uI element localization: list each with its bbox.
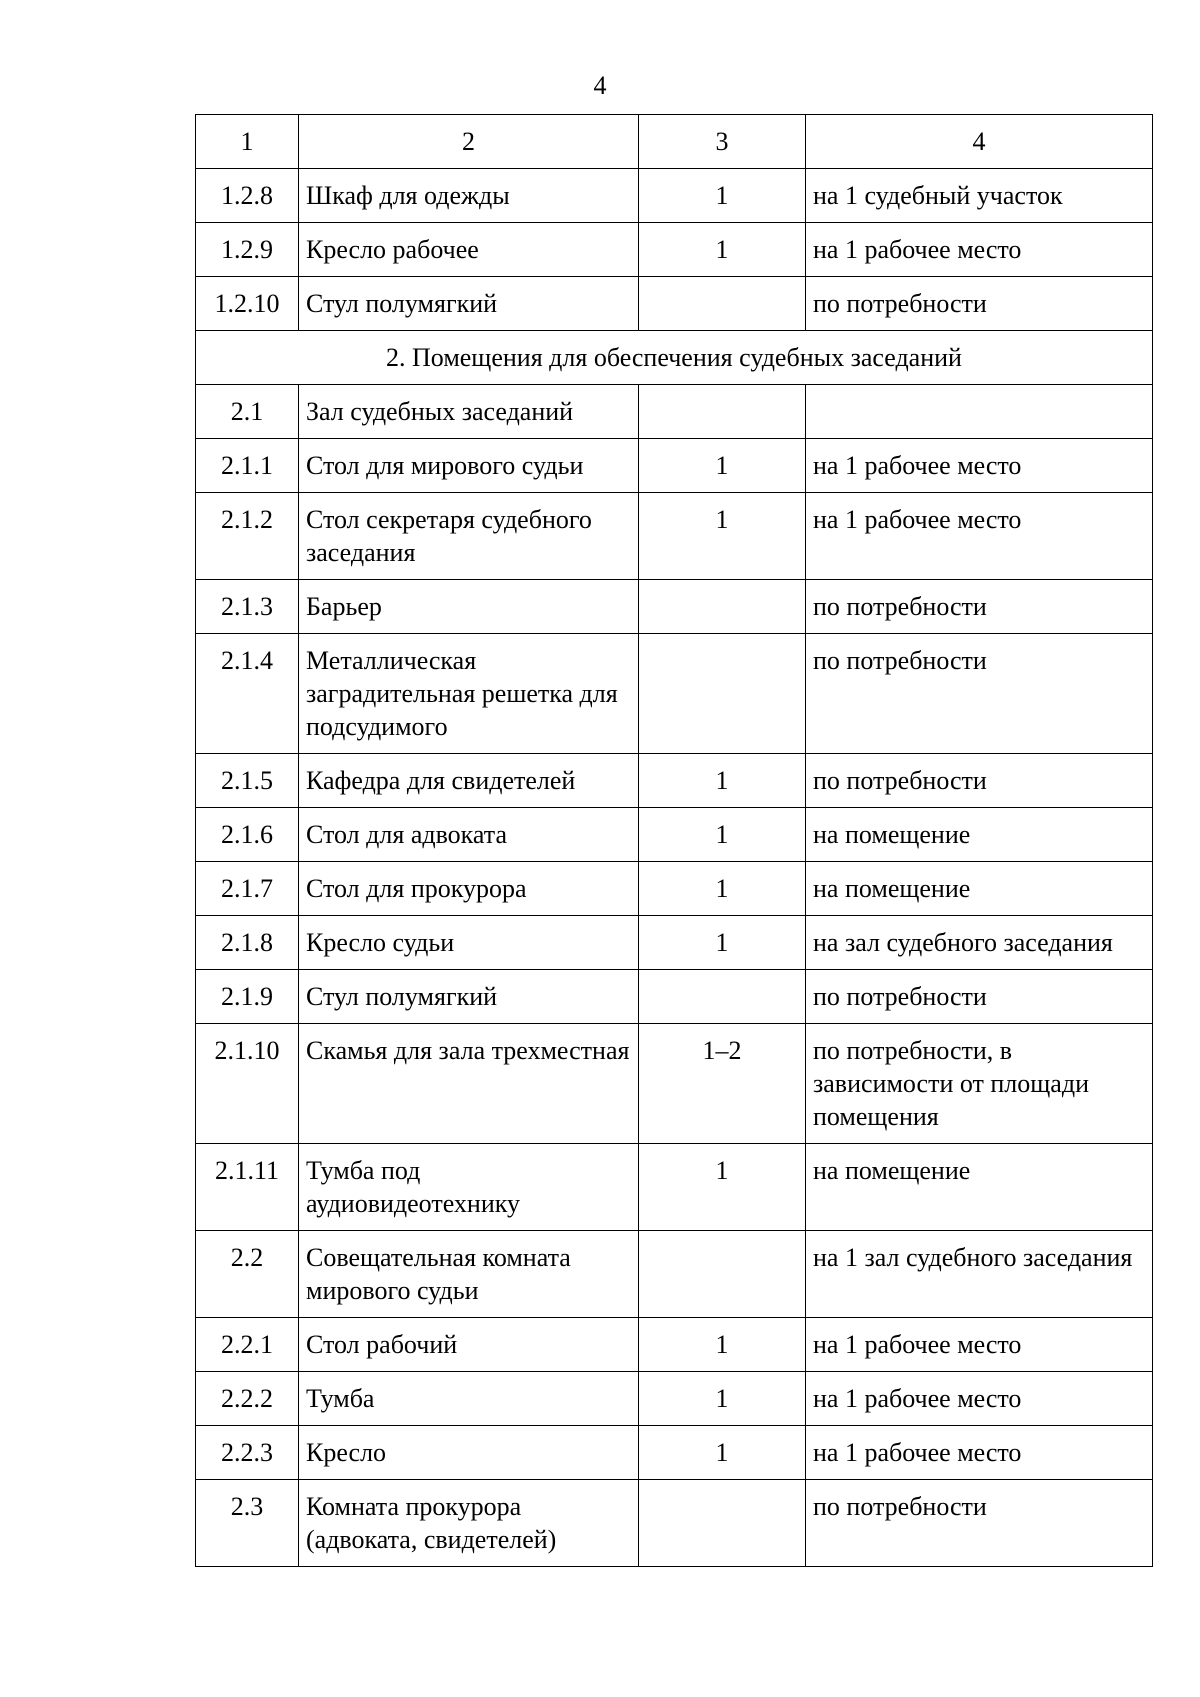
item-quantity: 1: [639, 754, 806, 808]
item-name: Металлическая заградительная решетка для подсудимого: [299, 634, 639, 754]
item-number: 2.1.4: [196, 634, 299, 754]
item-quantity: [639, 277, 806, 331]
item-norm: на помещение: [806, 862, 1153, 916]
item-quantity: 1: [639, 439, 806, 493]
table-row: [196, 439, 1153, 493]
table-row: [196, 1426, 1153, 1480]
section-heading: 2. Помещения для обеспечения судебных заседаний: [196, 331, 1153, 385]
item-norm: по потребности: [806, 634, 1153, 754]
table-row: [196, 277, 1153, 331]
item-norm: на помещение: [806, 1144, 1153, 1231]
item-norm: на 1 рабочее место: [806, 1426, 1153, 1480]
item-number: 2.1.5: [196, 754, 299, 808]
table-row: [196, 1144, 1153, 1231]
item-quantity: 1: [639, 1144, 806, 1231]
item-norm: по потребности: [806, 754, 1153, 808]
header-col-1: 1: [196, 115, 299, 169]
item-norm: на 1 зал судебного заседания: [806, 1231, 1153, 1318]
table-row: [196, 754, 1153, 808]
item-norm: на 1 рабочее место: [806, 1372, 1153, 1426]
table-row: [196, 634, 1153, 754]
item-number: 2.1.3: [196, 580, 299, 634]
item-number: 2.2.1: [196, 1318, 299, 1372]
table-row: [196, 223, 1153, 277]
item-name: Кресло: [299, 1426, 639, 1480]
item-quantity: 1: [639, 1426, 806, 1480]
item-name: Стол для адвоката: [299, 808, 639, 862]
item-quantity: 1: [639, 862, 806, 916]
furniture-norms-table: [195, 114, 1153, 1567]
item-number: 2.1.9: [196, 970, 299, 1024]
item-name: Кресло судьи: [299, 916, 639, 970]
item-quantity: 1: [639, 808, 806, 862]
item-number: 1.2.9: [196, 223, 299, 277]
table-row: [196, 916, 1153, 970]
item-number: 2.2.2: [196, 1372, 299, 1426]
page-number: 4: [593, 71, 607, 100]
item-norm: на 1 рабочее место: [806, 493, 1153, 580]
item-name: Барьер: [299, 580, 639, 634]
header-col-3: 3: [639, 115, 806, 169]
section-heading-row: [196, 331, 1153, 385]
item-norm: на 1 рабочее место: [806, 439, 1153, 493]
table-row: [196, 169, 1153, 223]
header-col-4: 4: [806, 115, 1153, 169]
item-quantity: [639, 1480, 806, 1567]
item-number: 2.2.3: [196, 1426, 299, 1480]
item-norm: на 1 рабочее место: [806, 223, 1153, 277]
item-name: Зал судебных заседаний: [299, 385, 639, 439]
item-number: 1.2.8: [196, 169, 299, 223]
table-header-row: [196, 115, 1153, 169]
item-number: 2.1.10: [196, 1024, 299, 1144]
item-norm: на помещение: [806, 808, 1153, 862]
item-name: Совещательная комната мирового судьи: [299, 1231, 639, 1318]
item-quantity: 1: [639, 916, 806, 970]
item-norm: на 1 судебный участок: [806, 169, 1153, 223]
item-norm: по потребности: [806, 277, 1153, 331]
item-number: 2.3: [196, 1480, 299, 1567]
table-row: [196, 1231, 1153, 1318]
table-row: [196, 970, 1153, 1024]
item-quantity: 1: [639, 493, 806, 580]
item-norm: на 1 рабочее место: [806, 1318, 1153, 1372]
table-row: [196, 862, 1153, 916]
item-norm: по потребности: [806, 1480, 1153, 1567]
item-name: Стол для мирового судьи: [299, 439, 639, 493]
table-row: [196, 808, 1153, 862]
item-number: 2.1.1: [196, 439, 299, 493]
item-quantity: 1: [639, 1372, 806, 1426]
item-quantity: [639, 385, 806, 439]
item-norm: по потребности: [806, 580, 1153, 634]
item-number: 2.1.11: [196, 1144, 299, 1231]
item-name: Кресло рабочее: [299, 223, 639, 277]
item-name: Стул полумягкий: [299, 970, 639, 1024]
item-norm: на зал судебного заседания: [806, 916, 1153, 970]
table-row: [196, 1480, 1153, 1567]
item-norm: по потребности: [806, 970, 1153, 1024]
table-row: [196, 1024, 1153, 1144]
table-row: [196, 385, 1153, 439]
item-name: Стол рабочий: [299, 1318, 639, 1372]
item-quantity: 1–2: [639, 1024, 806, 1144]
item-quantity: [639, 1231, 806, 1318]
table-row: [196, 1372, 1153, 1426]
item-name: Тумба под аудиовидеотехнику: [299, 1144, 639, 1231]
table-row: [196, 493, 1153, 580]
item-norm: [806, 385, 1153, 439]
item-name: Тумба: [299, 1372, 639, 1426]
item-quantity: [639, 634, 806, 754]
item-quantity: [639, 970, 806, 1024]
item-name: Скамья для зала трехместная: [299, 1024, 639, 1144]
item-quantity: 1: [639, 223, 806, 277]
item-name: Стол для прокурора: [299, 862, 639, 916]
table-row: [196, 1318, 1153, 1372]
item-name: Комната прокурора (адвоката, свидетелей): [299, 1480, 639, 1567]
item-number: 2.1.7: [196, 862, 299, 916]
item-name: Стул полумягкий: [299, 277, 639, 331]
item-name: Шкаф для одежды: [299, 169, 639, 223]
item-number: 1.2.10: [196, 277, 299, 331]
table-row: [196, 580, 1153, 634]
item-number: 2.1.8: [196, 916, 299, 970]
item-quantity: 1: [639, 169, 806, 223]
item-name: Стол секретаря судебного заседания: [299, 493, 639, 580]
item-quantity: [639, 580, 806, 634]
item-number: 2.1.6: [196, 808, 299, 862]
item-number: 2.1: [196, 385, 299, 439]
item-norm: по потребности, в зависимости от площади помещения: [806, 1024, 1153, 1144]
item-number: 2.2: [196, 1231, 299, 1318]
item-quantity: 1: [639, 1318, 806, 1372]
item-number: 2.1.2: [196, 493, 299, 580]
header-col-2: 2: [299, 115, 639, 169]
item-name: Кафедра для свидетелей: [299, 754, 639, 808]
